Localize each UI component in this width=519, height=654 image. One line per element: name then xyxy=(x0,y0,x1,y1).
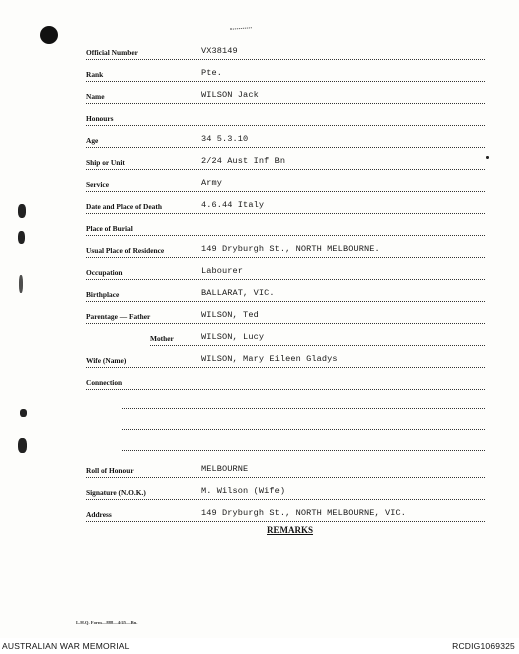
punch-hole xyxy=(40,26,58,44)
connection-continuation-line xyxy=(122,449,485,451)
field-value: VX38149 xyxy=(201,46,238,56)
field-place-of-burial xyxy=(0,222,519,236)
field-value: Labourer xyxy=(201,266,244,276)
field-value: M. Wilson (Wife) xyxy=(201,486,286,496)
field-label: Signature (N.O.K.) xyxy=(86,488,146,497)
field-rank xyxy=(0,68,519,82)
field-father xyxy=(0,310,519,324)
field-official-number xyxy=(0,46,519,60)
connection-continuation-line xyxy=(122,407,485,409)
dotted-line xyxy=(86,147,485,148)
field-label: Date and Place of Death xyxy=(86,202,162,211)
field-value: 149 Dryburgh St., NORTH MELBOURNE. xyxy=(201,244,380,254)
field-label: Rank xyxy=(86,70,104,79)
field-label: Service xyxy=(86,180,109,189)
field-value: Army xyxy=(201,178,223,188)
dotted-line xyxy=(86,389,485,390)
dotted-line xyxy=(86,257,485,258)
field-label: Birthplace xyxy=(86,290,120,299)
field-label: Address xyxy=(86,510,112,519)
field-label: Mother xyxy=(150,334,174,343)
connection-continuation-line xyxy=(122,428,485,430)
dotted-line xyxy=(86,191,485,192)
dotted-line xyxy=(86,521,485,522)
field-label: Ship or Unit xyxy=(86,158,125,167)
field-signature-nok xyxy=(0,486,519,500)
dotted-line xyxy=(86,323,485,324)
field-label: Name xyxy=(86,92,105,101)
field-value: 149 Dryburgh St., NORTH MELBOURNE, VIC. xyxy=(201,508,407,518)
archive-footer xyxy=(0,638,519,654)
field-service xyxy=(0,178,519,192)
field-label: Connection xyxy=(86,378,123,387)
field-name xyxy=(0,90,519,104)
top-scribble xyxy=(230,27,252,35)
dotted-line xyxy=(86,301,485,302)
field-ship-or-unit xyxy=(0,156,519,170)
field-value: MELBOURNE xyxy=(201,464,249,474)
dotted-line xyxy=(86,235,485,236)
dotted-line xyxy=(150,345,485,346)
field-value: WILSON, Mary Eileen Gladys xyxy=(201,354,338,364)
dotted-line xyxy=(86,367,485,368)
binding-mark xyxy=(18,438,27,453)
field-label: Usual Place of Residence xyxy=(86,246,165,255)
field-label: Honours xyxy=(86,114,114,123)
field-label: Official Number xyxy=(86,48,138,57)
field-value: 2/24 Aust Inf Bn xyxy=(201,156,286,166)
field-connection xyxy=(0,376,519,390)
field-mother xyxy=(0,332,519,346)
dotted-line xyxy=(86,213,485,214)
remarks-heading: REMARKS xyxy=(267,525,314,535)
field-value: WILSON, Lucy xyxy=(201,332,265,342)
dotted-line xyxy=(86,169,485,170)
field-wife xyxy=(0,354,519,368)
dotted-line xyxy=(86,477,485,478)
dotted-line xyxy=(86,125,485,126)
field-value: 34 5.3.10 xyxy=(201,134,249,144)
field-value: WILSON, Ted xyxy=(201,310,259,320)
form-reference: L.H.Q. Form—888—4/45—Bn. xyxy=(76,620,138,625)
footer-institution: AUSTRALIAN WAR MEMORIAL xyxy=(2,641,130,651)
field-occupation xyxy=(0,266,519,280)
field-label: Place of Burial xyxy=(86,224,133,233)
dotted-line xyxy=(86,279,485,280)
field-value: 4.6.44 Italy xyxy=(201,200,265,210)
field-address xyxy=(0,508,519,522)
binding-mark xyxy=(20,409,27,417)
field-value: WILSON Jack xyxy=(201,90,259,100)
footer-record-id: RCDIG1069325 xyxy=(452,641,515,651)
field-value: Pte. xyxy=(201,68,223,78)
field-label: Parentage — Father xyxy=(86,312,151,321)
field-label: Roll of Honour xyxy=(86,466,134,475)
field-value: BALLARAT, VIC. xyxy=(201,288,275,298)
dotted-line xyxy=(86,103,485,104)
field-label: Age xyxy=(86,136,99,145)
field-label: Wife (Name) xyxy=(86,356,127,365)
field-age xyxy=(0,134,519,148)
field-honours xyxy=(0,112,519,126)
field-date-place-of-death xyxy=(0,200,519,214)
dotted-line xyxy=(86,81,485,82)
field-roll-of-honour xyxy=(0,464,519,478)
field-usual-residence xyxy=(0,244,519,258)
field-label: Occupation xyxy=(86,268,123,277)
dotted-line xyxy=(86,499,485,500)
dotted-line xyxy=(86,59,485,60)
field-birthplace xyxy=(0,288,519,302)
